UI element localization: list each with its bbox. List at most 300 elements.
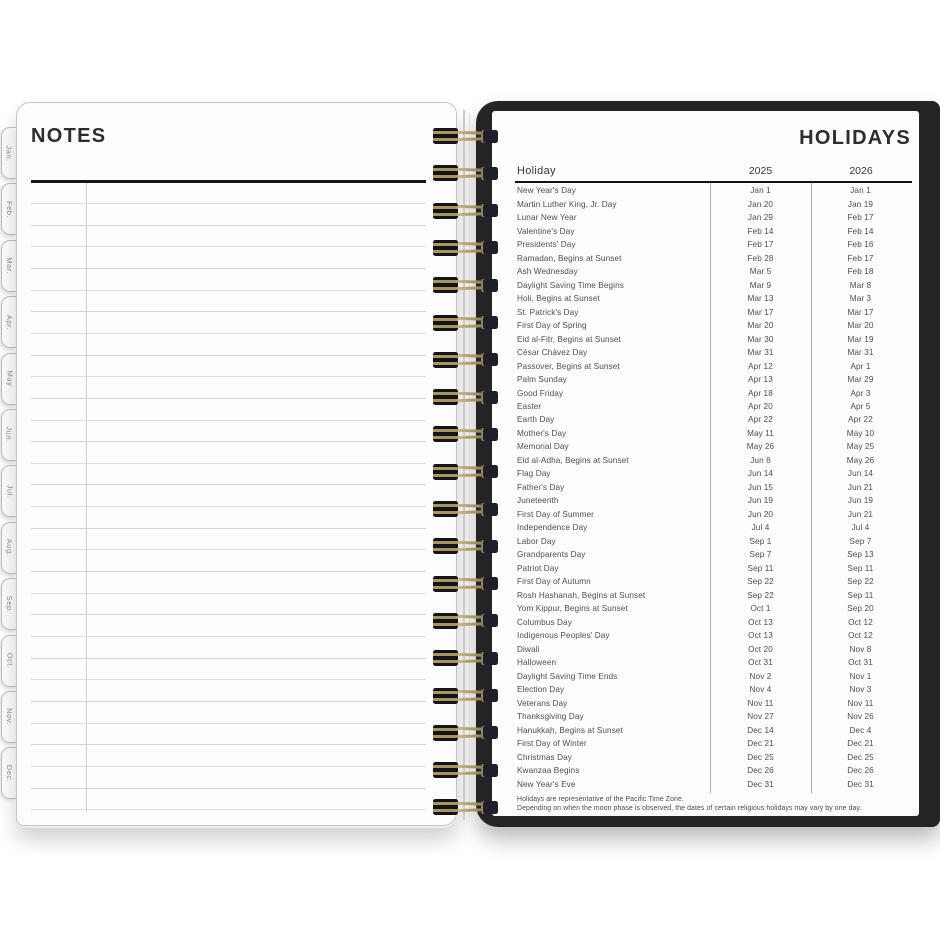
date-2026: Sep 13	[847, 550, 874, 560]
date-2026: Mar 3	[849, 294, 872, 304]
ruled-line	[31, 441, 426, 442]
table-row	[515, 265, 912, 278]
date-2025: Dec 25	[747, 752, 774, 762]
table-row	[515, 278, 912, 291]
holiday-name: Ash Wednesday	[517, 267, 578, 277]
date-2026: Dec 31	[847, 779, 874, 789]
date-2026: Mar 19	[847, 334, 874, 344]
date-2026: Mar 8	[849, 280, 872, 290]
date-2025: Jul 4	[751, 523, 770, 533]
holiday-name: Daylight Saving Time Begins	[517, 280, 624, 290]
month-tab	[1, 465, 17, 517]
holiday-name: Yom Kippur, Begins at Sunset	[517, 604, 628, 614]
holiday-name: Diwali	[517, 644, 540, 654]
holiday-name: Lunar New Year	[517, 213, 577, 223]
holiday-name: New Year's Eve	[517, 779, 576, 789]
binding-coil	[433, 537, 498, 555]
date-2025: Sep 7	[749, 550, 772, 560]
date-2026: Feb 16	[847, 240, 874, 250]
ruled-line	[31, 744, 426, 745]
holiday-name: First Day of Winter	[517, 739, 587, 749]
punch-hole-right	[481, 167, 498, 180]
ruled-line	[31, 506, 426, 507]
month-tab-label: Apr.	[5, 314, 14, 330]
month-tab-label: Dec.	[5, 764, 15, 783]
month-tab-label: Nov.	[5, 708, 14, 726]
binding-coil	[433, 388, 498, 406]
punch-hole-right	[481, 614, 498, 627]
date-2026: Jan 1	[850, 186, 871, 196]
holidays-page-title: HOLIDAYS	[799, 127, 911, 149]
ruled-line	[31, 549, 426, 550]
punch-hole-left	[433, 464, 458, 480]
holiday-name: Presidents' Day	[517, 240, 576, 250]
punch-hole-right	[481, 353, 498, 366]
ruled-line	[31, 593, 426, 594]
date-2025: Sep 22	[747, 577, 774, 587]
punch-hole-left	[433, 688, 458, 704]
binding-coil	[433, 798, 498, 816]
binding-coil	[433, 164, 498, 182]
column-header-2025: 2025	[748, 165, 773, 177]
ruled-line	[31, 614, 426, 615]
table-row	[515, 710, 912, 723]
holiday-name: Passover, Begins at Sunset	[517, 361, 620, 371]
ruled-line	[31, 268, 426, 269]
date-2026: Feb 14	[847, 226, 874, 236]
date-2025: Oct 1	[750, 604, 771, 614]
date-2026: Mar 31	[847, 348, 874, 358]
month-tab-label: Jul.	[4, 484, 14, 499]
date-2026: Jun 19	[847, 496, 874, 506]
ruled-line	[31, 679, 426, 680]
date-2025: Sep 22	[747, 590, 774, 600]
date-2026: Jul 4	[851, 523, 870, 533]
table-row	[515, 211, 912, 224]
punch-hole-left	[433, 240, 458, 256]
table-row	[515, 359, 912, 372]
ruled-line	[31, 788, 426, 789]
punch-hole-right	[481, 241, 498, 254]
binding-coil	[433, 425, 498, 443]
table-row	[515, 737, 912, 750]
binding-coil	[433, 612, 498, 630]
date-2025: May 11	[747, 428, 774, 438]
punch-hole-left	[433, 389, 458, 405]
ruled-line	[31, 376, 426, 377]
date-2026: Dec 26	[847, 766, 874, 776]
table-row	[515, 454, 912, 467]
punch-hole-left	[433, 799, 458, 815]
date-2025: Mar 9	[749, 280, 772, 290]
table-row	[515, 332, 912, 345]
table-row	[515, 562, 912, 575]
date-2025: Feb 28	[747, 253, 774, 263]
holiday-name: Halloween	[517, 658, 557, 668]
table-row	[515, 224, 912, 237]
ruled-line	[31, 420, 426, 421]
holiday-name: Father's Day	[517, 482, 565, 492]
punch-hole-left	[433, 315, 458, 331]
table-row	[515, 400, 912, 413]
holiday-name: Hanukkah, Begins at Sunset	[517, 725, 623, 735]
binding-coil	[433, 687, 498, 705]
ruled-line	[31, 571, 426, 572]
binding-coil	[433, 575, 498, 593]
holiday-name: César Chávez Day	[517, 348, 588, 358]
date-2026: May 25	[846, 442, 875, 452]
holiday-name: Mother's Day	[517, 428, 567, 438]
ruled-line	[31, 203, 426, 204]
punch-hole-right	[481, 801, 498, 814]
table-row	[515, 319, 912, 332]
date-2025: Apr 22	[748, 415, 773, 425]
table-row	[515, 764, 912, 777]
date-2025: Mar 5	[749, 267, 772, 277]
ruled-line	[31, 333, 426, 334]
table-row	[515, 467, 912, 480]
date-2025: Apr 18	[748, 388, 773, 398]
punch-hole-left	[433, 203, 458, 219]
date-2025: Oct 13	[748, 631, 773, 641]
holiday-name: Eid al-Adha, Begins at Sunset	[517, 455, 629, 465]
holiday-name: St. Patrick's Day	[517, 307, 579, 317]
column-header-holiday: Holiday	[517, 165, 556, 177]
date-2025: Dec 14	[747, 725, 774, 735]
date-2026: Dec 21	[847, 739, 874, 749]
date-2025: Jan 29	[747, 213, 774, 223]
date-2026: Jun 14	[847, 469, 874, 479]
date-2026: Jan 19	[847, 199, 874, 209]
ruled-line	[31, 225, 426, 226]
table-row	[515, 750, 912, 763]
date-2025: Jan 20	[747, 199, 774, 209]
table-row	[515, 197, 912, 210]
holiday-name: New Year's Day	[517, 186, 576, 196]
date-2025: Feb 17	[747, 240, 774, 250]
date-2026: Jun 21	[847, 482, 874, 492]
binding-coil	[433, 463, 498, 481]
punch-hole-right	[481, 204, 498, 217]
punch-hole-right	[481, 316, 498, 329]
ruled-line	[31, 723, 426, 724]
date-2026: Feb 17	[847, 253, 874, 263]
ruled-line	[31, 463, 426, 464]
footnote-timezone: Holidays are representative of the Pacific Time Zone.	[517, 796, 684, 803]
month-tab-label: Feb.	[5, 200, 15, 218]
punch-hole-right	[481, 279, 498, 292]
punch-hole-right	[481, 764, 498, 777]
date-2026: Oct 12	[848, 631, 873, 641]
punch-hole-left	[433, 128, 458, 144]
punch-hole-right	[481, 726, 498, 739]
footnote-moon-phase: Depending on when the moon phase is observed, the dates of certain religious holidays may vary by one day.	[517, 805, 862, 812]
date-2025: Nov 2	[749, 671, 772, 681]
footnotes	[517, 795, 862, 813]
table-row	[515, 413, 912, 426]
binding-coil	[433, 276, 498, 294]
month-tab	[1, 747, 17, 799]
binding-coil	[433, 239, 498, 257]
binding-coil	[433, 202, 498, 220]
date-2025: Mar 31	[747, 348, 774, 358]
black-cover	[476, 101, 940, 827]
month-tab-label: Jun.	[5, 426, 14, 444]
holiday-name: Juneteenth	[517, 496, 559, 506]
month-tab	[1, 522, 17, 574]
holiday-name: Veterans Day	[517, 698, 568, 708]
punch-hole-left	[433, 762, 458, 778]
date-2025: Mar 20	[747, 321, 774, 331]
holiday-table-body	[515, 184, 912, 791]
month-tabs	[1, 127, 17, 799]
punch-hole-right	[481, 130, 498, 143]
date-2025: Oct 20	[748, 644, 773, 654]
date-2025: Apr 20	[748, 401, 773, 411]
notes-header-rule	[31, 180, 426, 183]
month-tab-label: May	[5, 370, 15, 387]
holiday-name: Kwanzaa Begins	[517, 766, 580, 776]
binding-coil	[433, 314, 498, 332]
date-2026: Oct 31	[848, 658, 873, 668]
date-2025: Mar 30	[747, 334, 774, 344]
date-2025: Jun 20	[747, 509, 774, 519]
date-2026: Mar 20	[847, 321, 874, 331]
holiday-name: Labor Day	[517, 536, 556, 546]
holiday-name: Holi, Begins at Sunset	[517, 294, 600, 304]
holiday-name: Christmas Day	[517, 752, 572, 762]
date-2025: Jun 19	[747, 496, 774, 506]
date-2025: Jun 14	[747, 469, 774, 479]
holiday-name: Palm Sunday	[517, 375, 567, 385]
date-2026: Sep 7	[849, 536, 872, 546]
date-2026: Dec 25	[847, 752, 874, 762]
date-2026: Feb 17	[847, 213, 874, 223]
date-2026: Oct 12	[848, 617, 873, 627]
holiday-name: Indigenous Peoples' Day	[517, 631, 610, 641]
month-tab	[1, 635, 17, 687]
table-row	[515, 292, 912, 305]
date-2026: Apr 22	[848, 415, 873, 425]
date-2026: Nov 26	[847, 712, 874, 722]
date-2026: Sep 11	[847, 563, 874, 573]
table-row	[515, 184, 912, 197]
date-2025: Dec 21	[747, 739, 774, 749]
date-2025: Nov 4	[749, 685, 772, 695]
date-2025: Jun 15	[747, 482, 774, 492]
punch-hole-right	[481, 503, 498, 516]
date-2025: Jun 6	[750, 455, 771, 465]
table-row	[515, 305, 912, 318]
date-2026: Nov 11	[847, 698, 874, 708]
punch-hole-left	[433, 352, 458, 368]
date-2026: Nov 8	[849, 644, 872, 654]
ruled-line	[31, 701, 426, 702]
punch-hole-left	[433, 576, 458, 592]
month-tab-label: Jan.	[5, 144, 14, 162]
holiday-name: Flag Day	[517, 469, 551, 479]
date-2025: Nov 27	[747, 712, 774, 722]
table-row	[515, 683, 912, 696]
month-tab	[1, 353, 17, 405]
table-row	[515, 616, 912, 629]
holiday-name: Eid al-Fitr, Begins at Sunset	[517, 334, 621, 344]
notes-page	[16, 102, 457, 826]
table-row	[515, 575, 912, 588]
ruled-line	[31, 355, 426, 356]
holiday-name: Ramadan, Begins at Sunset	[517, 253, 622, 263]
punch-hole-left	[433, 725, 458, 741]
holiday-name: Daylight Saving Time Ends	[517, 671, 618, 681]
date-2026: May 10	[846, 428, 875, 438]
table-header-rule	[515, 181, 912, 183]
punch-hole-left	[433, 501, 458, 517]
date-2026: Nov 3	[849, 685, 872, 695]
punch-hole-right	[481, 428, 498, 441]
holiday-name: First Day of Summer	[517, 509, 594, 519]
punch-hole-right	[481, 540, 498, 553]
binding-coil	[433, 127, 498, 145]
holiday-name: Easter	[517, 401, 542, 411]
punch-hole-left	[433, 426, 458, 442]
holiday-name: Grandparents Day	[517, 550, 586, 560]
notes-margin-line	[86, 183, 87, 812]
table-row	[515, 629, 912, 642]
binding-coil	[433, 724, 498, 742]
ruled-line	[31, 766, 426, 767]
date-2026: Sep 11	[847, 590, 874, 600]
holiday-name: Valentine's Day	[517, 226, 575, 236]
punch-hole-left	[433, 165, 458, 181]
date-2026: Sep 22	[847, 577, 874, 587]
date-2025: Dec 26	[747, 766, 774, 776]
month-tab	[1, 578, 17, 630]
holiday-name: Good Friday	[517, 388, 564, 398]
month-tab	[1, 691, 17, 743]
month-tab	[1, 296, 17, 348]
holiday-name: Election Day	[517, 685, 565, 695]
punch-hole-left	[433, 650, 458, 666]
punch-hole-left	[433, 538, 458, 554]
ruled-line	[31, 246, 426, 247]
date-2025: Mar 17	[747, 307, 774, 317]
date-2025: Sep 11	[747, 563, 774, 573]
table-row	[515, 696, 912, 709]
table-row	[515, 777, 912, 790]
table-row	[515, 251, 912, 264]
punch-hole-right	[481, 577, 498, 590]
binding-coil	[433, 500, 498, 518]
month-tab	[1, 240, 17, 292]
date-2025: Apr 13	[748, 375, 773, 385]
table-row	[515, 723, 912, 736]
date-2026: Jun 21	[847, 509, 874, 519]
punch-hole-right	[481, 391, 498, 404]
date-2025: Apr 12	[748, 361, 773, 371]
date-2025: Nov 11	[747, 698, 774, 708]
table-row	[515, 427, 912, 440]
table-row	[515, 440, 912, 453]
date-2026: Sep 20	[847, 604, 874, 614]
table-row	[515, 373, 912, 386]
ruled-lines	[31, 203, 426, 815]
month-tab-label: Oct.	[5, 652, 15, 669]
holiday-name: Earth Day	[517, 415, 555, 425]
table-row	[515, 548, 912, 561]
date-2026: Mar 29	[847, 375, 874, 385]
holiday-name: Martin Luther King, Jr. Day	[517, 199, 617, 209]
date-2026: Apr 1	[850, 361, 871, 371]
table-row	[515, 602, 912, 615]
date-2026: May 26	[846, 455, 875, 465]
table-row	[515, 589, 912, 602]
holiday-name: Rosh Hashanah, Begins at Sunset	[517, 590, 646, 600]
table-row	[515, 642, 912, 655]
ruled-line	[31, 484, 426, 485]
holiday-name: Independence Day	[517, 523, 588, 533]
binding-coil	[433, 649, 498, 667]
table-row	[515, 238, 912, 251]
holiday-name: Memorial Day	[517, 442, 569, 452]
table-row	[515, 656, 912, 669]
notes-page-title: NOTES	[31, 125, 107, 147]
column-header-2026: 2026	[849, 165, 873, 177]
date-2026: Dec 4	[849, 725, 872, 735]
holiday-name: Patriot Day	[517, 563, 559, 573]
punch-hole-left	[433, 277, 458, 293]
punch-hole-left	[433, 613, 458, 629]
date-2026: Mar 17	[847, 307, 874, 317]
table-row	[515, 508, 912, 521]
date-2025: Dec 31	[747, 779, 774, 789]
month-tab-label: Aug.	[5, 539, 14, 557]
table-row	[515, 346, 912, 359]
holiday-name: First Day of Spring	[517, 321, 587, 331]
ruled-line	[31, 311, 426, 312]
holiday-table-header	[517, 159, 911, 177]
binding-coil	[433, 761, 498, 779]
holiday-name: Thanksgiving Day	[517, 712, 584, 722]
punch-hole-right	[481, 465, 498, 478]
ruled-line	[31, 290, 426, 291]
ruled-line	[31, 528, 426, 529]
ruled-line	[31, 636, 426, 637]
month-tab	[1, 409, 17, 461]
binding-coil	[433, 351, 498, 369]
holidays-page	[492, 111, 919, 816]
holiday-name: Columbus Day	[517, 617, 572, 627]
date-2025: Mar 13	[747, 294, 774, 304]
month-tab-label: Mar.	[5, 257, 14, 275]
ruled-line	[31, 809, 426, 810]
holiday-name: First Day of Autumn	[517, 577, 591, 587]
date-2026: Apr 5	[850, 401, 871, 411]
date-2025: May 26	[746, 442, 775, 452]
date-2025: Feb 14	[747, 226, 774, 236]
punch-hole-right	[481, 652, 498, 665]
month-tab	[1, 183, 17, 235]
ruled-line	[31, 398, 426, 399]
date-2026: Feb 18	[847, 267, 874, 277]
table-row	[515, 386, 912, 399]
month-tab	[1, 127, 17, 179]
date-2025: Oct 31	[748, 658, 773, 668]
date-2025: Sep 1	[749, 536, 772, 546]
ruled-line	[31, 658, 426, 659]
date-2026: Apr 3	[850, 388, 871, 398]
date-2025: Oct 13	[748, 617, 773, 627]
table-row	[515, 521, 912, 534]
